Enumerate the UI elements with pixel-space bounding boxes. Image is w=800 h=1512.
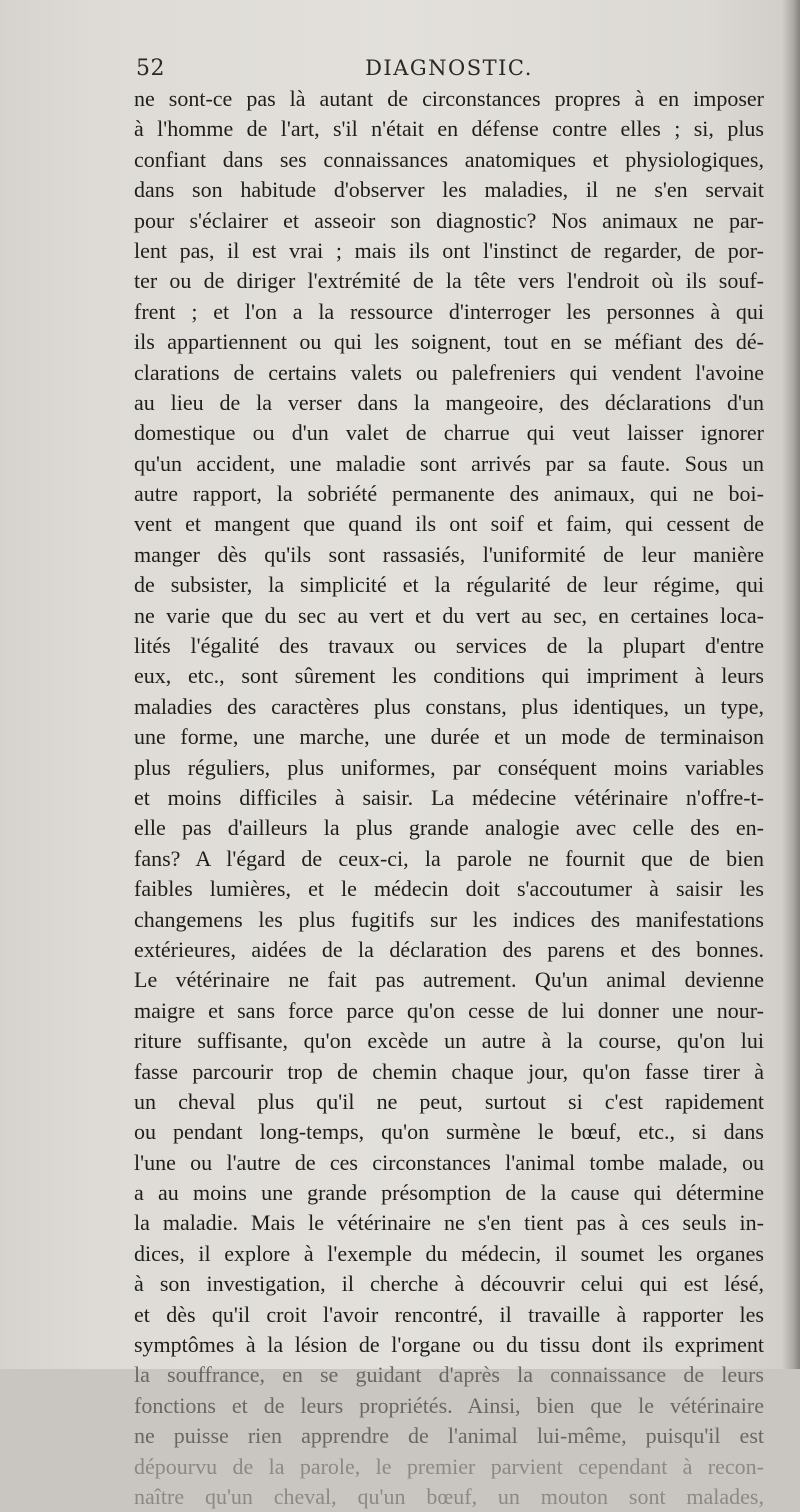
text-line: au lieu de la verser dans la mangeoire, des déclarations d'un (134, 389, 764, 415)
text-line: à son investigation, il cherche à découvrir celui qui est lésé, (134, 1271, 764, 1297)
running-title: DIAGNOSTIC. (365, 56, 533, 80)
page-edge-shadow (782, 0, 800, 1369)
text-line: domestique ou d'un valet de charrue qui veut laisser ignorer (134, 420, 764, 446)
text-line: naître qu'un cheval, qu'un bœuf, un mouton sont malades, (134, 1483, 764, 1509)
text-line: et dès qu'il croit l'avoir rencontré, il travaille à rapporter les (134, 1301, 764, 1327)
text-line: faibles lumières, et le médecin doit s'accoutumer à saisir les (134, 876, 764, 902)
text-line: symptômes à la lésion de l'organe ou du tissu dont ils expriment (134, 1332, 764, 1358)
text-line: dépourvu de la parole, le premier parvient cependant à recon- (134, 1453, 764, 1479)
text-line: dans son habitude d'observer les maladies, il ne s'en servait (134, 177, 764, 203)
text-line: dices, il explore à l'exemple du médecin, il soumet les organes (134, 1240, 764, 1266)
text-line: eux, etc., sont sûrement les conditions qui impriment à leurs (134, 663, 764, 689)
text-line: manger dès qu'ils sont rassasiés, l'uniformité de leur manière (134, 541, 764, 567)
text-line: ils appartiennent ou qui les soignent, tout en se méfiant des dé- (134, 329, 764, 355)
text-line: ne sont-ce pas là autant de circonstances propres à en imposer (134, 86, 764, 111)
text-line: plus réguliers, plus uniformes, par conséquent moins variables (134, 754, 764, 780)
text-line: ter ou de diriger l'extrémité de la tête vers l'endroit où ils souf- (134, 268, 764, 294)
text-line: fasse parcourir trop de chemin chaque jour, qu'on fasse tirer à (134, 1058, 764, 1084)
text-line: riture suffisante, qu'on excède un autre à la course, qu'on lui (134, 1028, 764, 1054)
text-line: de subsister, la simplicité et la régularité de leur régime, qui (134, 572, 764, 598)
text-line: qu'un accident, une maladie sont arrivés par sa faute. Sous un (134, 450, 764, 476)
body-text (134, 84, 764, 1512)
text-line: fonctions et de leurs propriétés. Ainsi, bien que le vétérinaire (134, 1392, 764, 1418)
text-line: clarations de certains valets ou palefreniers qui vendent l'avoine (134, 359, 764, 385)
text-line: à l'homme de l'art, s'il n'était en défense contre elles ; si, plus (134, 116, 764, 142)
text-line: ne puisse rien apprendre de l'animal lui-même, puisqu'il est (134, 1423, 764, 1449)
text-line: un cheval plus qu'il ne peut, surtout si c'est rapidement (134, 1088, 764, 1114)
text-line: autre rapport, la sobriété permanente des animaux, qui ne boi- (134, 481, 764, 507)
text-line: extérieures, aidées de la déclaration des parens et des bonnes. (134, 936, 764, 962)
text-line: fans? A l'égard de ceux-ci, la parole ne fournit que de bien (134, 845, 764, 871)
text-line: Le vétérinaire ne fait pas autrement. Qu'un animal devienne (134, 967, 764, 993)
text-line: ne varie que du sec au vert et du vert au sec, en certaines loca- (134, 602, 764, 628)
text-line: lent pas, il est vrai ; mais ils ont l'instinct de regarder, de por- (134, 237, 764, 263)
text-line: lités l'égalité des travaux ou services de la plupart d'entre (134, 633, 764, 659)
text-line: l'une ou l'autre de ces circonstances l'animal tombe malade, ou (134, 1149, 764, 1175)
text-line: pour s'éclairer et asseoir son diagnostic? Nos animaux ne par- (134, 207, 764, 233)
text-line: confiant dans ses connaissances anatomiques et physiologiques, (134, 146, 764, 172)
text-line: elle pas d'ailleurs la plus grande analogie avec celle des en- (134, 815, 764, 841)
page-number: 52 (136, 56, 165, 81)
text-line: maladies des caractères plus constans, plus identiques, un type, (134, 693, 764, 719)
text-line: ou pendant long-temps, qu'on surmène le bœuf, etc., si dans (134, 1119, 764, 1145)
text-line: maigre et sans force parce qu'on cesse de lui donner une nour- (134, 997, 764, 1023)
text-line: changemens les plus fugitifs sur les indices des manifestations (134, 906, 764, 932)
text-line: frent ; et l'on a la ressource d'interroger les personnes à qui (134, 298, 764, 324)
text-line: et moins difficiles à saisir. La médecine vétérinaire n'offre-t- (134, 784, 764, 810)
text-line: la souffrance, en se guidant d'après la connaissance de leurs (134, 1362, 764, 1388)
text-line: a au moins une grande présomption de la cause qui détermine (134, 1180, 764, 1206)
text-line: une forme, une marche, une durée et un mode de terminaison (134, 724, 764, 750)
text-line: la maladie. Mais le vétérinaire ne s'en tient pas à ces seuls in- (134, 1210, 764, 1236)
text-line: vent et mangent que quand ils ont soif et faim, qui cessent de (134, 511, 764, 537)
